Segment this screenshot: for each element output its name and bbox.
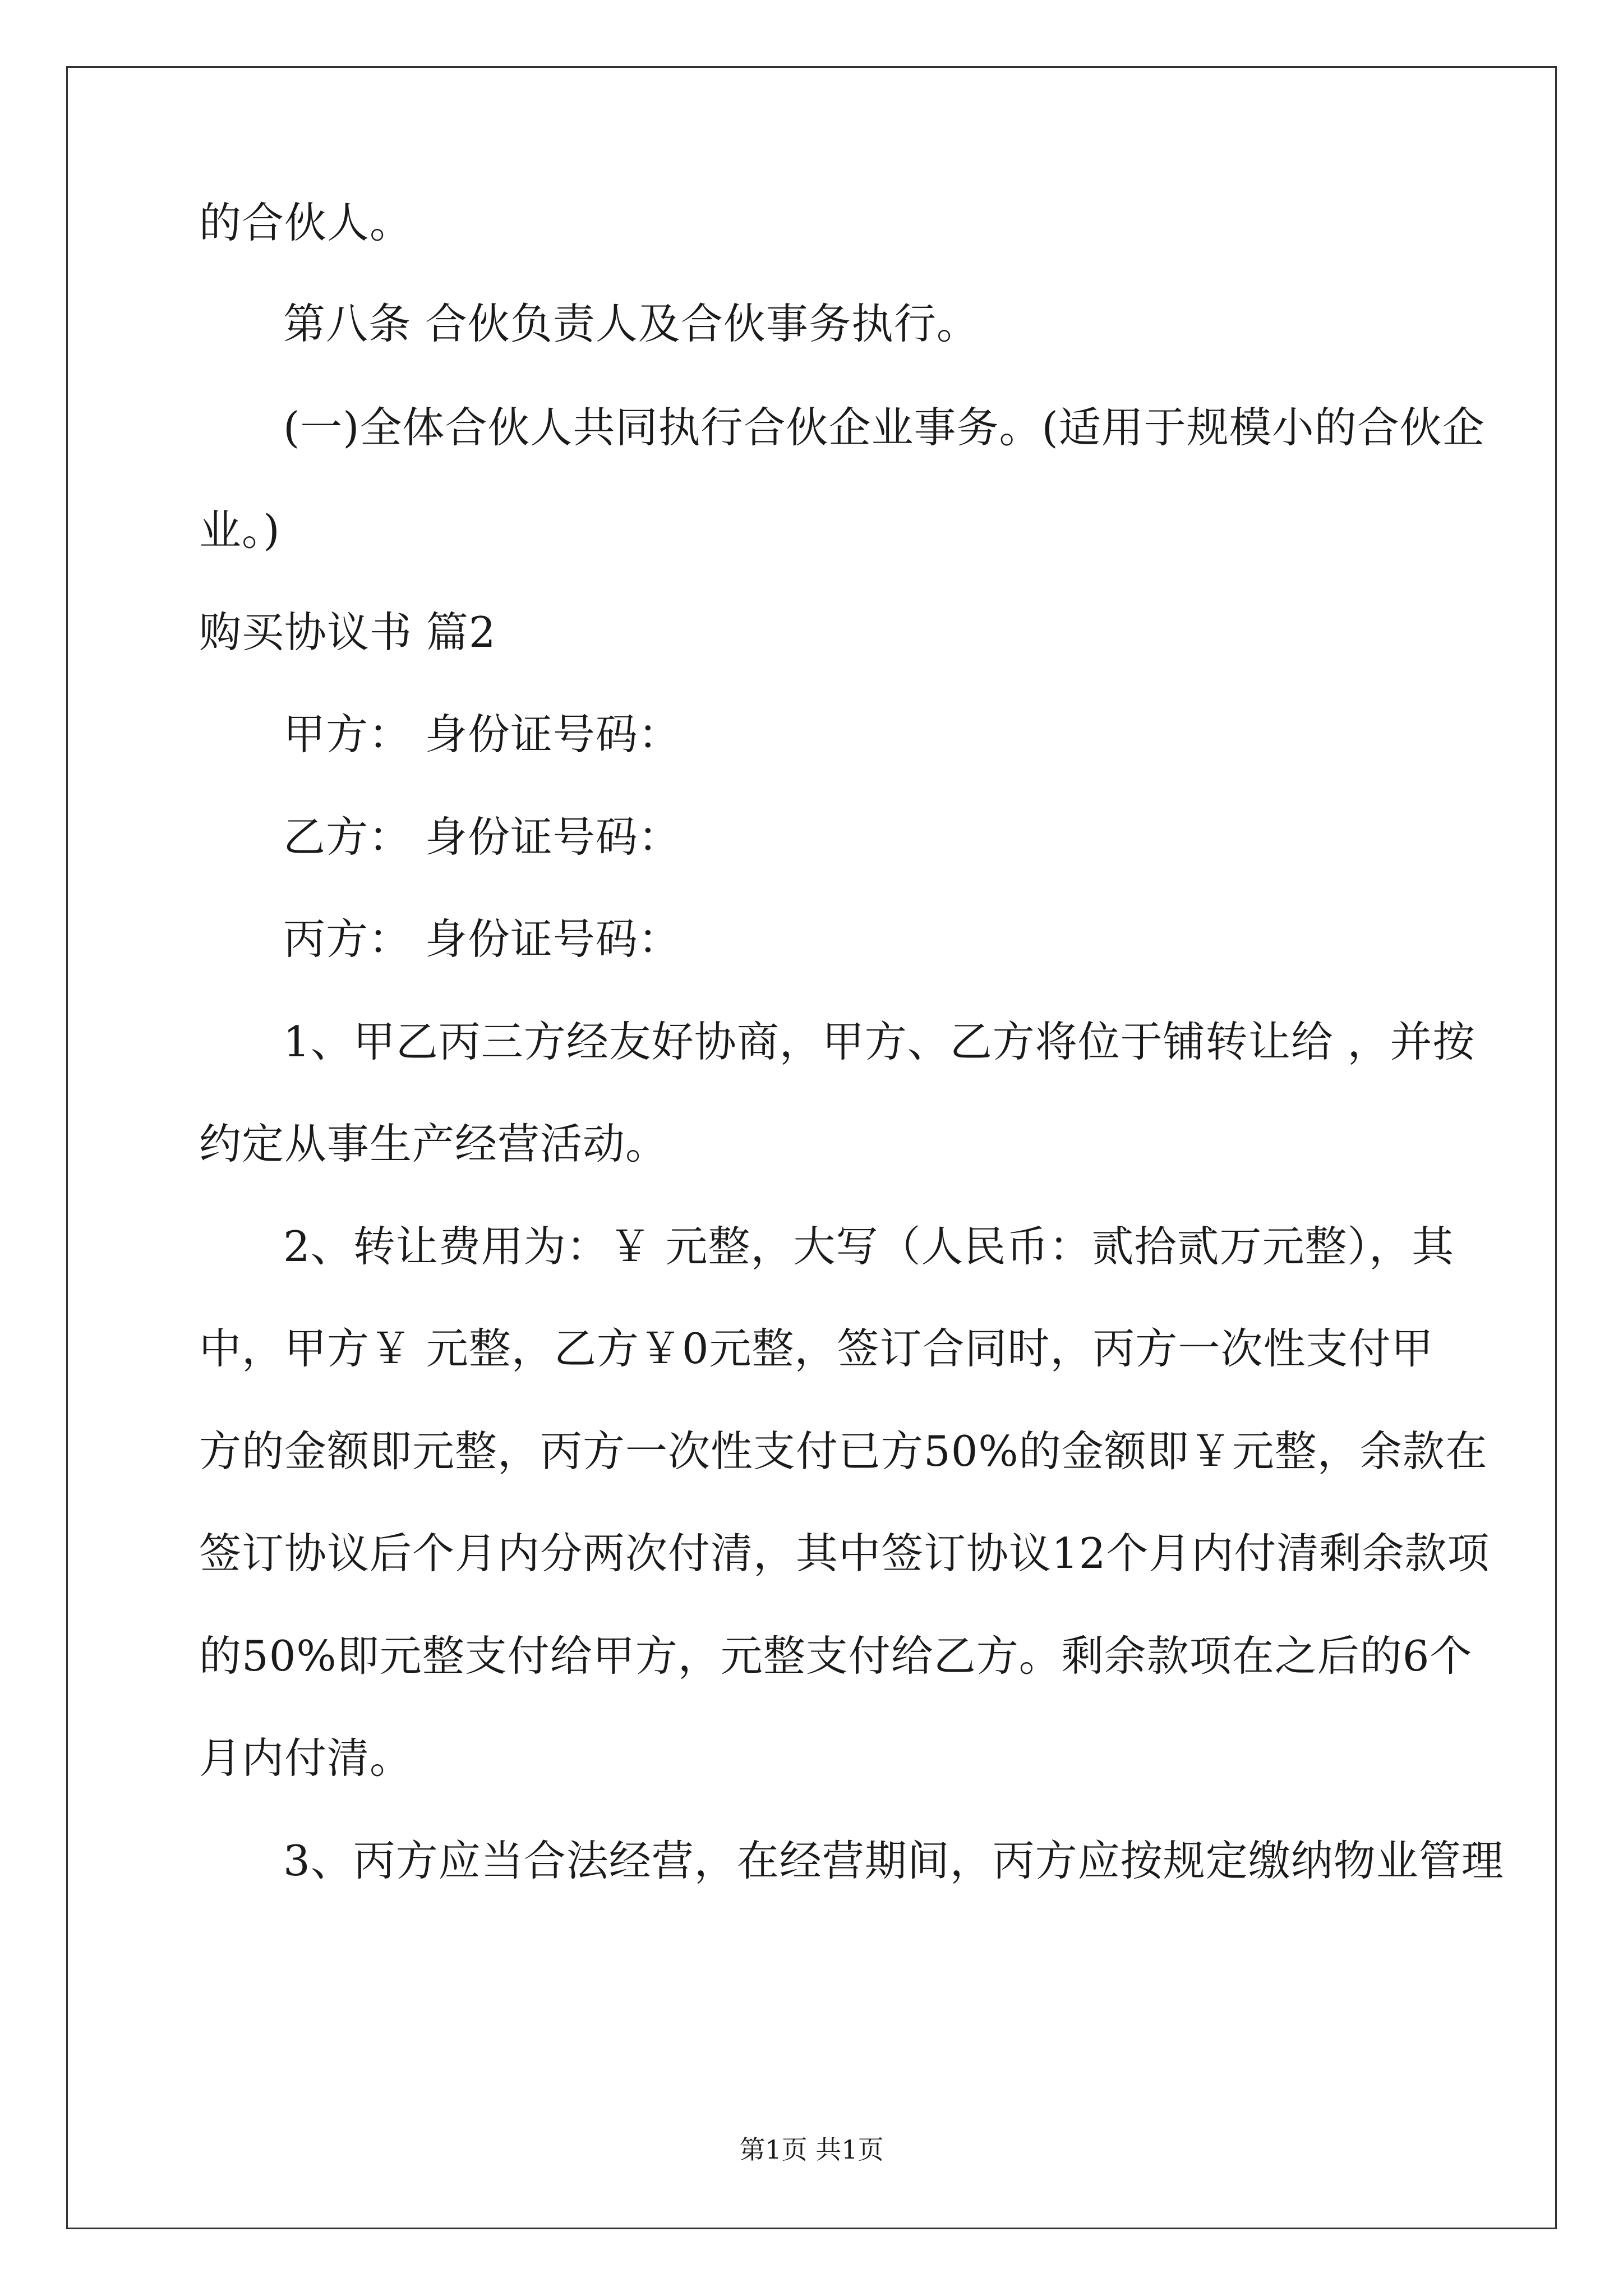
text-line-15: 的50%即元整支付给甲方，元整支付给乙方。剩余款项在之后的6个	[199, 1631, 1473, 1681]
text-line-16: 月内付清。	[199, 1733, 413, 1783]
section-heading: 购买协议书 篇2	[199, 608, 496, 657]
text-line-13: 方的金额即元整，丙方一次性支付已方50%的金额即￥元整，余款在	[199, 1427, 1488, 1476]
text-line-14: 签订协议后个月内分两次付清，其中签订协议12个月内付清剩余款项	[199, 1529, 1490, 1578]
party-b-line: 乙方： 身份证号码：	[283, 812, 681, 862]
text-line-3: (一)全体合伙人共同执行合伙企业事务。(适用于规模小的合伙企	[283, 403, 1485, 452]
party-c-line: 丙方： 身份证号码：	[283, 914, 681, 964]
party-a-line: 甲方： 身份证号码：	[283, 710, 681, 759]
text-line-2: 第八条 合伙负责人及合伙事务执行。	[283, 299, 979, 348]
page-footer: 第1页 共1页	[739, 2134, 884, 2165]
text-line-17: 3、丙方应当合法经营，在经营期间，丙方应按规定缴纳物业管理	[283, 1836, 1504, 1885]
text-line-1: 的合伙人。	[199, 198, 413, 247]
text-line-9: 1、甲乙丙三方经友好协商，甲方、乙方将位于铺转让给 ，并按	[283, 1017, 1476, 1066]
text-line-11: 2、转让费用为：￥ 元整，大写（人民币：贰拾贰万元整），其	[283, 1222, 1455, 1271]
text-line-10: 约定从事生产经营活动。	[199, 1119, 668, 1168]
text-line-4: 业。)	[199, 505, 280, 555]
text-line-12: 中，甲方￥ 元整，乙方￥0元整，签订合同时，丙方一次性支付甲	[199, 1324, 1434, 1373]
